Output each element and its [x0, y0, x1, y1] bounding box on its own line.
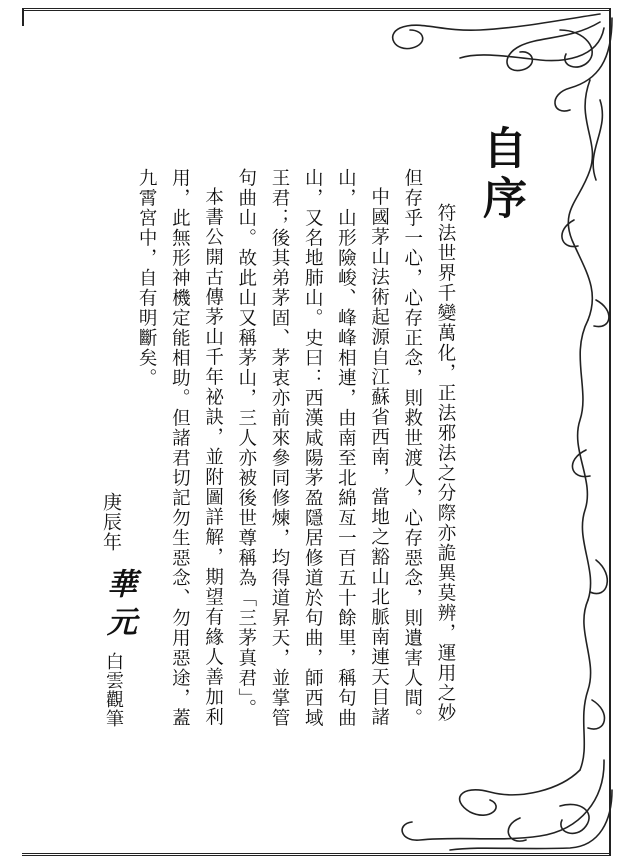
paragraph: 符法世界千變萬化，正法邪法之分際亦詭異莫辨，運用之妙但存乎一心，心存正念，則救世渡人，心存惡念，則遺害人間。: [401, 168, 456, 728]
signature-name: 華元: [101, 568, 136, 644]
page-title: 自序: [475, 125, 526, 225]
paragraph: 本書公開古傳茅山千年祕訣，並附圖詳解，期望有緣人善加利用，此無形神機定能相助。但諸君切記勿生惡念、勿用惡途，蓋九霄宮中，自有明斷矣。: [136, 168, 224, 728]
signature-date: 庚辰年: [100, 492, 122, 552]
signature-place: 白雲觀筆: [103, 652, 124, 728]
preface-body: [130, 168, 462, 728]
paragraph: 中國茅山法術起源自江蘇省西南，當地之豁山北脈南連天目諸山，山形險峻、峰峰相連，由南至北綿亙一百五十餘里，稱句曲山，又名地肺山。史曰：西漢咸陽茅盈隱居修道於句曲，師西域王君；後其弟茅固、茅衷亦前來參同修煉，均得道昇天，並掌管句曲山。故此山又稱茅山，三人亦被後世尊稱為「三茅真君」。: [235, 168, 390, 728]
